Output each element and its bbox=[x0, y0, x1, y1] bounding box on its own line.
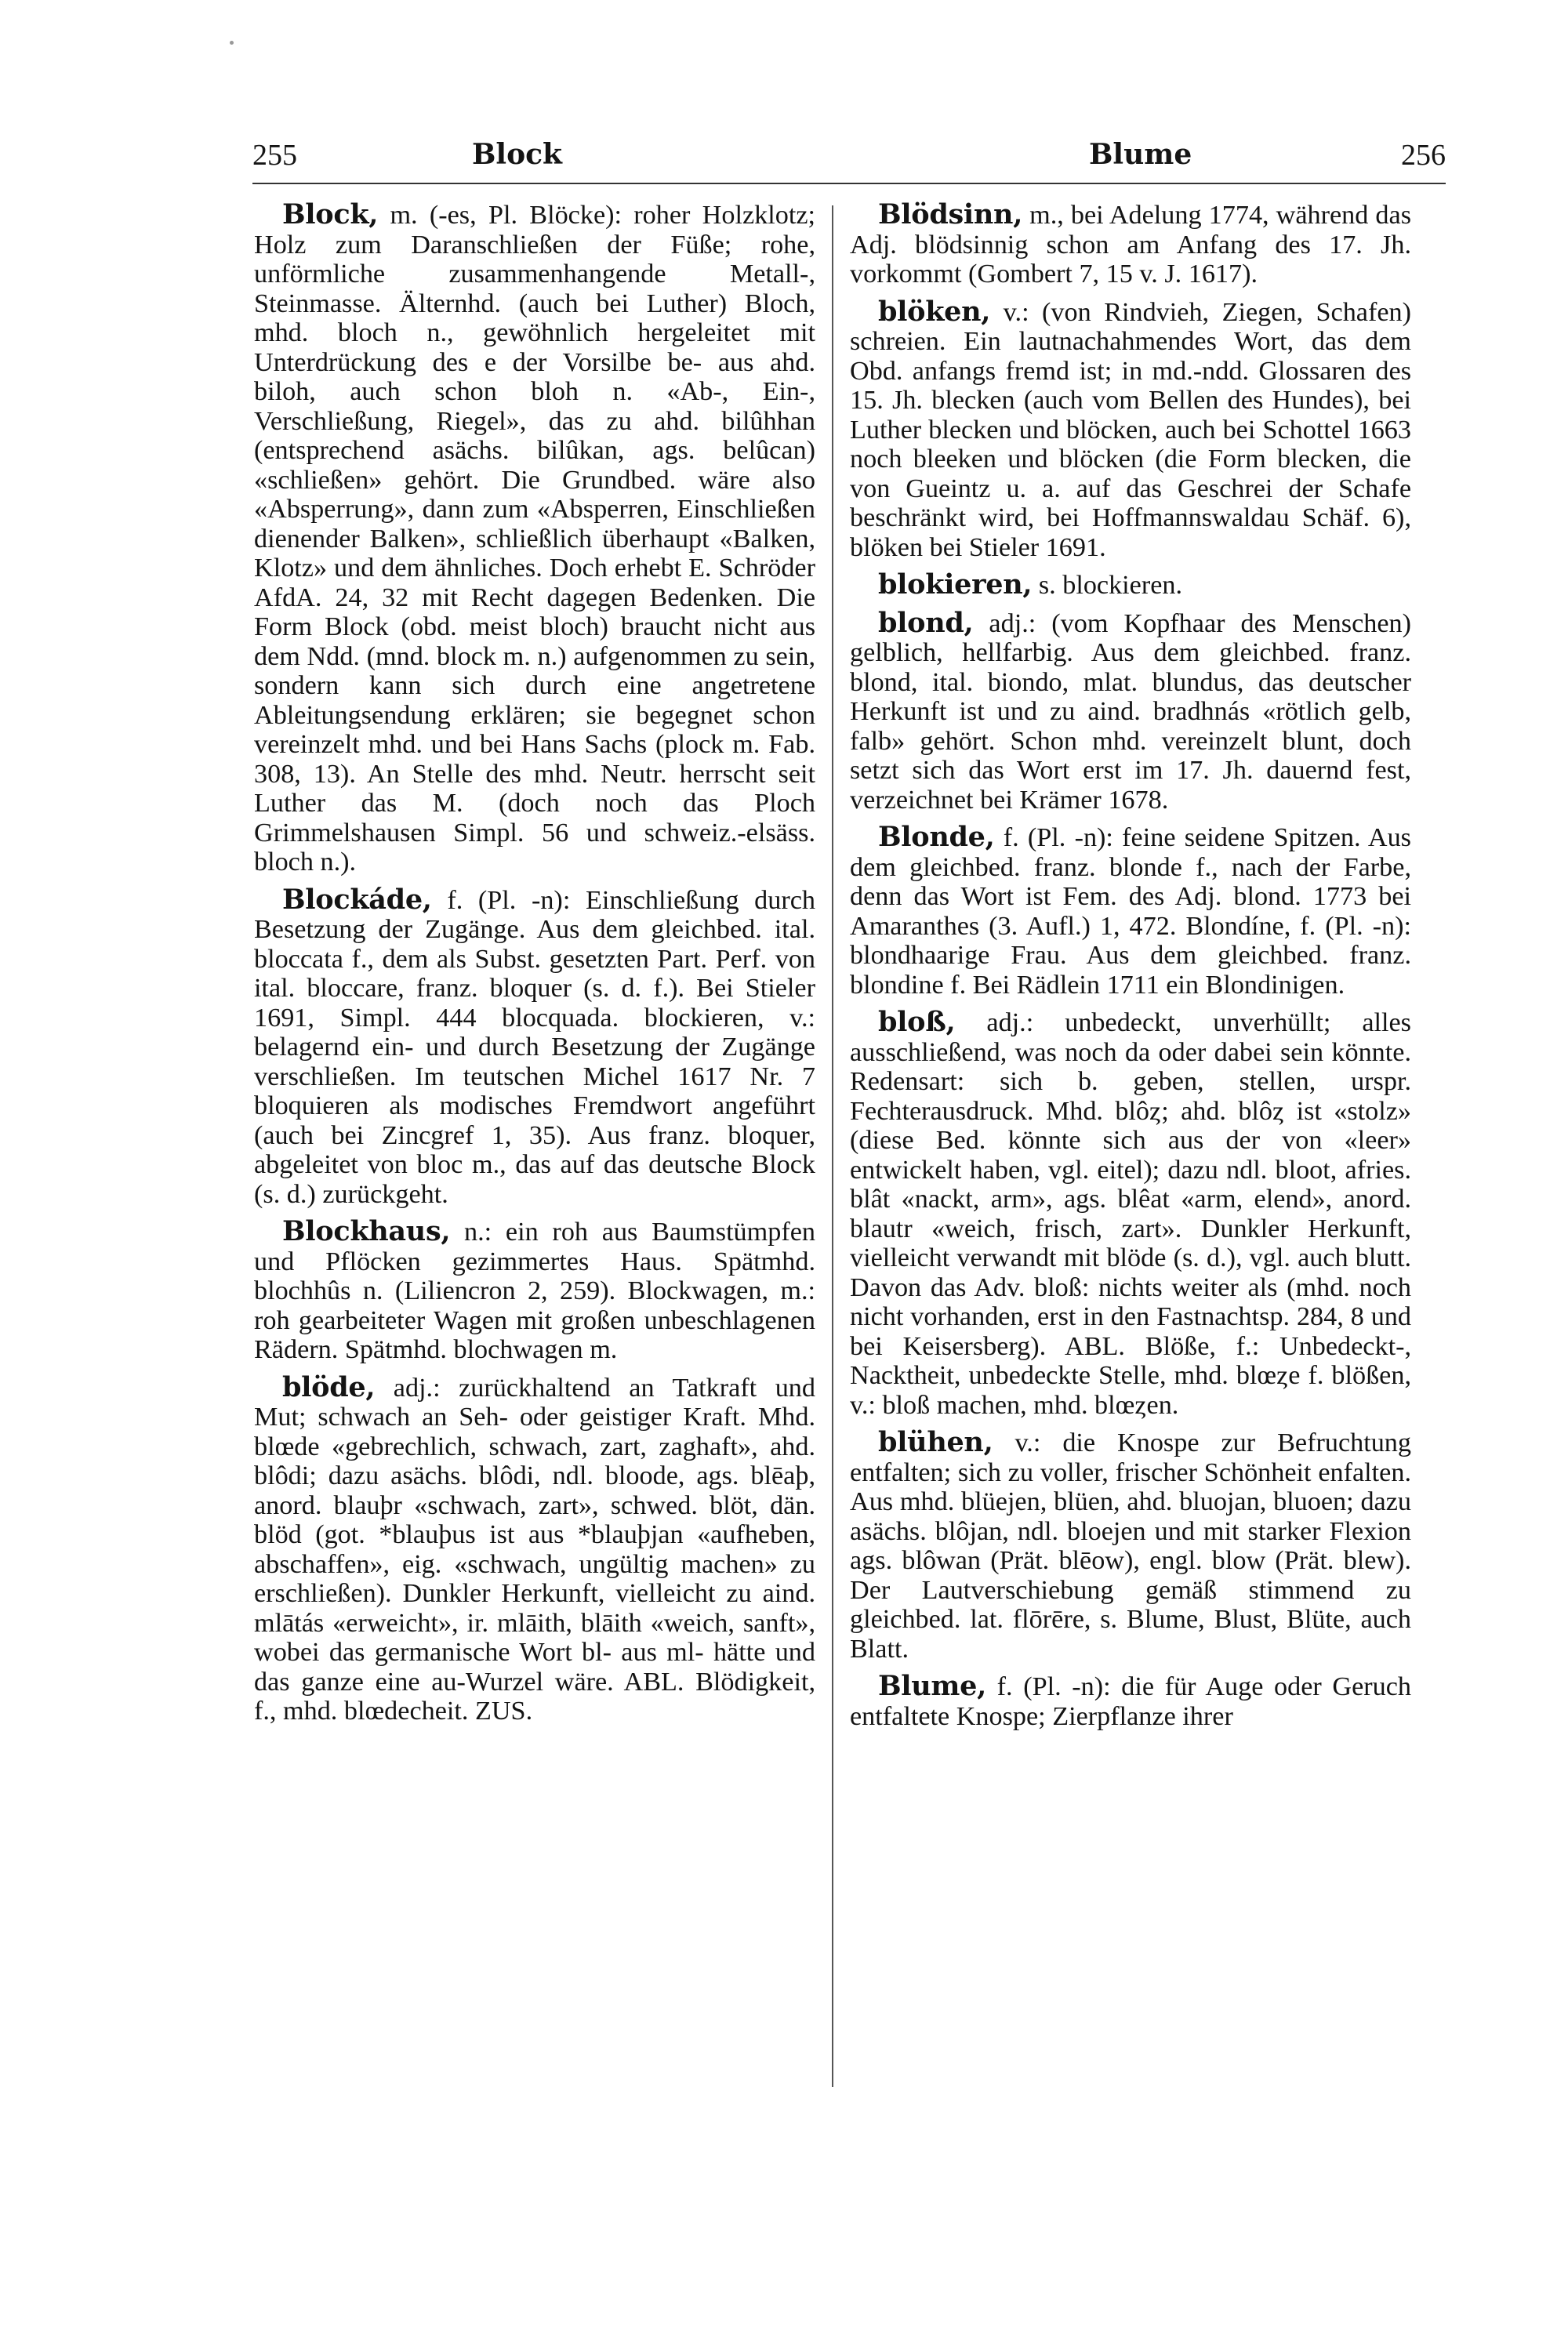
entry-text: adj.: unbedeckt, unverhüllt; alles ausschließend, was noch da oder dabei sein könnte. Redensart: sich b. geben, stellen, urspr. Fechterausdruck. Mhd. blôȥ; ahd. blôȥ ist «stolz» (diese Bed. könnte sich aus der von «leer» entwickelt haben, vgl. eitel); dazu ndl. bloot, afries. blât «nackt, arm», ags. blêat «arm, elend», anord. blautr «weich, frisch, zart». Dunkler Herkunft, vielleicht verwandt mit blöde (s. d.), vgl. auch blutt. Davon das Adv. bloß: nichts weiter als (mhd. noch nicht vorhanden, erst in den Fastnachtsp. 284, 8 und bei Keisersberg). ABL. Blöße, f.: Unbedeckt-, Nacktheit, unbedeckte Stelle, mhd. blœȥe f. blößen, v.: bloß machen, mhd. blœȥen. bbox=[850, 1008, 1411, 1420]
dictionary-entry bbox=[850, 608, 1411, 815]
entry-headword: Blockáde, bbox=[282, 883, 432, 916]
entry-text: adj.: zurückhaltend an Tatkraft und Mut; schwach an Seh- oder geistiger Kraft. Mhd. blœde «gebrechlich, schwach, zart, zaghaft», ahd. blôdi; dazu asächs. blôdi, ndl. bloode, ags. blēaþ, anord. blauþr «schwach, zart», schwed. blöt, dän. blöd (got. *blauþus ist aus *blauþjan «aufheben, abschaffen», eig. «schwach, ungültig machen» zu erschließen). Dunkler Herkunft, vielleicht zu aind. mlātás «erweicht», ir. mlāith, blāith «weich, sanft», wobei das germanische Wort bl- aus ml- hätte und das ganze eine au-Wurzel wäre. ABL. Blödigkeit, f., mhd. blœdecheit. ZUS. bbox=[254, 1373, 815, 1726]
dictionary-entry bbox=[850, 297, 1411, 563]
entry-headword: Blödsinn, bbox=[878, 198, 1023, 230]
speck-mark bbox=[230, 41, 234, 45]
entry-headword: blokieren, bbox=[878, 568, 1033, 601]
entry-text: adj.: (vom Kopfhaar des Menschen) gelblich, hellfarbig. Aus dem gleichbed. franz. blond, ital. biondo, mlat. blundus, das deutscher Herkunft ist und zu aind. bradhnás «rötlich gelb, falb» gehört. Schon mhd. vereinzelt blunt, doch setzt sich das Wort erst im 17. Jh. dauernd fest, verzeichnet bei Krämer 1678. bbox=[850, 608, 1411, 815]
entry-headword: blöken, bbox=[878, 295, 991, 328]
dictionary-entry bbox=[850, 200, 1411, 289]
right-page-number: 256 bbox=[1401, 139, 1446, 172]
dictionary-entry bbox=[850, 1007, 1411, 1420]
entry-headword: blöde, bbox=[282, 1370, 376, 1403]
right-running-keyword: Blume bbox=[1089, 138, 1192, 171]
entry-text: m. (-es, Pl. Blöcke): roher Holzklotz; Holz zum Daranschließen der Füße; rohe, unförmliche zusammenhangende Metall-, Steinmasse. Älternhd. (auch bei Luther) Bloch, mhd. bloch n., gewöhnlich hergeleitet mit Unterdrückung des e der Vorsilbe be- aus ahd. biloh, auch schon bloh n. «Ab-, Ein-, Verschließung, Riegel», das zu ahd. bilûhhan (entsprechend asächs. bilûkan, ags. belûcan) «schließen» gehört. Die Grundbed. wäre also «Absperrung», dann zum «Absperren, Einschließen dienender Balken», schließlich überhaupt «Balken, Klotz» und dem ähnliches. Doch erhebt E. Schröder AfdA. 24, 32 mit Recht dagegen Bedenken. Die Form Block (obd. meist bloch) braucht nicht aus dem Ndd. (mnd. block m. n.) aufgenommen zu sein, sondern kann sich durch eine angetretene Ableitungsendung erklären; sie begegnet schon vereinzelt mhd. und bei Hans Sachs (plock m. Fab. 308, 13). An Stelle des mhd. Neutr. herrscht seit Luther das M. (doch noch das Ploch Grimmelshausen Simpl. 56 und schweiz.-elsäss. bloch n.). bbox=[254, 201, 815, 877]
entry-headword: bloß, bbox=[878, 1006, 956, 1038]
dictionary-entry bbox=[254, 1370, 815, 1726]
left-page-number: 255 bbox=[252, 139, 297, 172]
dictionary-entry bbox=[850, 1428, 1411, 1664]
entry-text: f. (Pl. -n): die für Auge oder Geruch entfaltete Knospe; Zierpflanze ihrer bbox=[850, 1672, 1411, 1731]
entry-headword: Block, bbox=[282, 198, 379, 230]
entry-headword: blond, bbox=[878, 606, 974, 639]
dictionary-entry bbox=[254, 200, 815, 877]
entry-text: n.: ein roh aus Baumstümpfen und Pflöcken gezimmertes Haus. Spätmhd. blochhûs n. (Liliencron 2, 259). Blockwagen, m.: roh gearbeiteter Wagen mit großen unbeschlagenen Rädern. Spätmhd. blochwagen m. bbox=[254, 1218, 815, 1364]
left-running-keyword: Block bbox=[472, 138, 562, 171]
entry-text: v.: die Knospe zur Befruchtung entfalten; sich zu voller, frischer Schönheit enfalten. Aus mhd. blüejen, blüen, ahd. bluojan, bluoen; dazu asächs. blôjan, ndl. bloejen und mit starker Flexion ags. blôwan (Prät. blēow), engl. blow (Prät. blew). Der Lautverschiebung gemäß stimmend zu gleichbed. lat. flōrēre, s. Blume, Blust, Blüte, auch Blatt. bbox=[850, 1428, 1411, 1664]
left-column bbox=[254, 200, 815, 1734]
dictionary-entry bbox=[254, 1217, 815, 1365]
dictionary-entry bbox=[850, 822, 1411, 1000]
entry-text: f. (Pl. -n): feine seidene Spitzen. Aus dem gleichbed. franz. blonde f., nach der Farbe, denn das Wort ist Fem. des Adj. blond. 1773 bei Amaranthes (3. Aufl.) 1, 472. Blondíne, f. (Pl. -n): blondhaarige Frau. Aus dem gleichbed. franz. blondine f. Bei Rädlein 1711 ein Blondinigen. bbox=[850, 823, 1411, 1000]
dictionary-entry bbox=[850, 570, 1411, 601]
entry-text: m., bei Adelung 1774, während das Adj. blödsinnig schon am Anfang des 17. Jh. vorkommt (Gombert 7, 15 v. J. 1617). bbox=[850, 201, 1411, 289]
entry-text: s. blockieren. bbox=[1032, 571, 1183, 600]
entry-headword: Blonde, bbox=[878, 821, 995, 853]
header-rule bbox=[252, 183, 1446, 184]
dictionary-entry bbox=[254, 885, 815, 1210]
entry-headword: Blume, bbox=[878, 1670, 987, 1702]
entry-headword: Blockhaus, bbox=[282, 1215, 451, 1247]
page-header bbox=[252, 138, 1446, 183]
entry-text: v.: (von Rindvieh, Ziegen, Schafen) schreien. Ein lautnachahmendes Wort, das dem Obd. anfangs fremd ist; in md.-ndd. Glossaren des 15. Jh. blecken (auch vom Bellen des Hundes), bei Luther blecken und blöcken, auch bei Schottel 1663 noch bleeken und blöcken (die Form blecken, die von Gueintz u. a. auf das Geschrei der Schafe beschränkt wird, bei Hoffmannswaldau Schäf. 6), blöken bei Stieler 1691. bbox=[850, 297, 1411, 562]
right-column bbox=[850, 200, 1411, 1739]
entry-headword: blühen, bbox=[878, 1426, 993, 1458]
dictionary-entry bbox=[850, 1671, 1411, 1731]
column-divider bbox=[832, 205, 833, 2087]
entry-text: f. (Pl. -n): Einschließung durch Besetzung der Zugänge. Aus dem gleichbed. ital. bloccata f., dem als Subst. gesetzten Part. Perf. von ital. bloccare, franz. bloquer (s. d. f.). Bei Stieler 1691, Simpl. 444 blocquada. blockieren, v.: belagernd ein- und durch Besetzung der Zugänge verschließen. Im teutschen Michel 1617 Nr. 7 bloquieren als modisches Fremdwort angeführt (auch bei Zincgref 1, 35). Aus franz. bloquer, abgeleitet von bloc m., das auf das deutsche Block (s. d.) zurückgeht. bbox=[254, 885, 815, 1209]
